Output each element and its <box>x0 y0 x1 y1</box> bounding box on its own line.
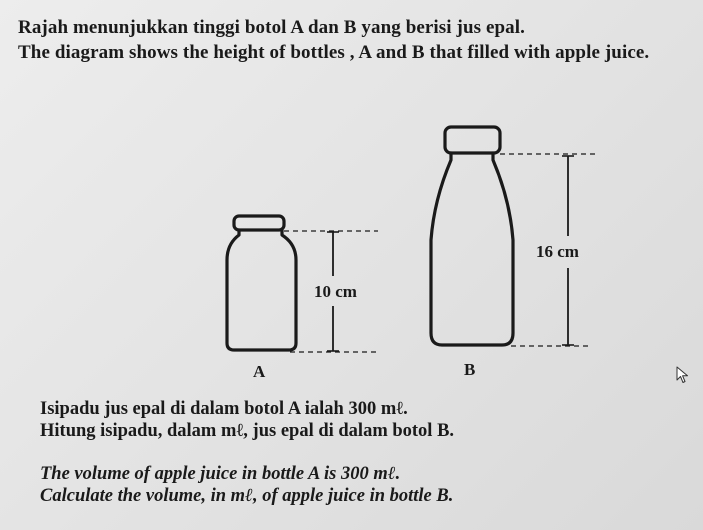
question-malay-line1: Isipadu jus epal di dalam botol A ialah 300 mℓ. <box>40 399 408 419</box>
question-english-line2: Calculate the volume, in mℓ, of apple juice in bottle B. <box>40 486 454 506</box>
bottle-a <box>227 216 296 350</box>
bottle-b-body <box>431 153 513 345</box>
bottle-b-label: B <box>464 360 476 379</box>
bottle-b-height-label: 16 cm <box>536 242 579 261</box>
mouse-pointer-icon <box>676 366 690 384</box>
bottle-a-cap <box>234 216 284 230</box>
bottle-a-height-label: 10 cm <box>314 282 357 301</box>
bottle-b <box>431 127 513 345</box>
question-malay-line2: Hitung isipadu, dalam mℓ, jus epal di dalam botol B. <box>40 421 455 441</box>
header-malay: Rajah menunjukkan tinggi botol A dan B yang berisi jus epal. <box>18 17 525 38</box>
bottle-b-cap <box>445 127 500 153</box>
question-english-line1: The volume of apple juice in bottle A is 300 mℓ. <box>40 464 401 484</box>
bottle-a-label: A <box>253 362 266 381</box>
bottle-a-body <box>227 230 296 350</box>
header-english: The diagram shows the height of bottles , A and B that filled with apple juice. <box>18 42 650 63</box>
